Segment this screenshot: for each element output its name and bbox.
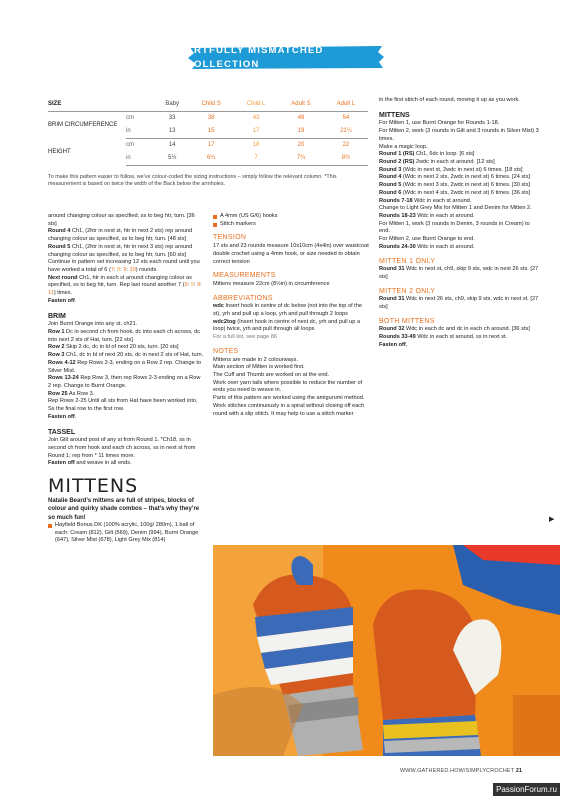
list-item: Stitch markers: [213, 221, 370, 229]
paragraph: around changing colour as specified, ss to beg htr, turn. [36 sts]: [48, 213, 195, 227]
paragraph: Rounds 7-18 Wdc in each st around.: [379, 197, 472, 204]
value-cell: 22: [342, 142, 350, 149]
value-cell: 17: [234, 125, 278, 139]
paragraph: Fasten off.: [48, 413, 77, 420]
section-heading-notes: NOTES: [213, 347, 239, 355]
paragraph: Rounds 33-49 Wdc in each st around, ss in next st.: [379, 334, 508, 341]
size-child-s: Child S: [188, 97, 234, 112]
paragraph: Next round Ch1, htr in each st around changing colour as specified, ss to beg htr, turn. Rep last round another 7 (9: 9: 9: 11) times.: [48, 274, 202, 297]
paragraph: Round 2 (RS) 2wdc in each st around. [12 sts]: [379, 158, 495, 165]
footer-url: WWW.GATHERED.HOW/SIMPLYCROCHET: [400, 768, 515, 774]
value-cell: 33: [168, 115, 176, 122]
paragraph: Join Gilt around post of any st from Round 1. *Ch18, ss in second ch from hook and each ch across, ss in next st from Round 1; rep from * 11 times more.: [48, 437, 196, 459]
size-table: [48, 97, 368, 166]
paragraph: Fasten off.: [48, 297, 77, 304]
continue-arrow-icon: ▶: [549, 516, 555, 523]
paragraph: Round 4 Ch1, (2htr in next st, htr in next 2 sts) rep around changing colour as specified, ss to beg htr, turn. [48 sts]: [48, 228, 193, 243]
paragraph: Row 3 Ch1, dc in bl of next 20 sts, dc in next 2 sts of Hat, turn.: [48, 352, 204, 359]
paragraph: The Cuff and Thumb are worked on at the end.: [213, 371, 330, 378]
paragraph: Join Burnt Orange into any st, ch21.: [48, 321, 138, 328]
column-3: [379, 97, 539, 350]
paragraph: Rounds 18-23 Wdc in each st around.: [379, 213, 475, 219]
paragraph: Round 1 (RS) Ch1, 6dc in loop. [6 sts]: [379, 151, 475, 158]
paragraph: 17 sts and 23 rounds measure 10x10cm (4x4in) over waistcoat double crochet using a 4mm hook, or size needed to obtain correct tension: [213, 243, 369, 265]
paragraph: Round 6 (Wdc in next 4 sts, 2wdc in next st) 6 times. [36 sts]: [379, 189, 531, 196]
value-cell: 5½: [156, 152, 188, 166]
section-heading-tassel: TASSEL: [48, 428, 76, 436]
paragraph: Row 1 Dc in second ch from hook, dc into each ch across, dc into next 2 sts of Hat, turn. [22 sts]: [48, 329, 201, 343]
banner-title: ARTFULLY MISMATCHED COLLECTION: [186, 45, 324, 70]
value-cell: 19: [278, 125, 324, 139]
paragraph: Row 25 As Row 3.: [48, 390, 95, 397]
size-child-l: Child L: [234, 97, 278, 112]
value-cell: 20: [297, 142, 305, 149]
value-cell: 17: [207, 142, 215, 149]
row-label-brim: BRIM CIRCUMFERENCE: [48, 122, 118, 129]
value-cell: 21¼: [324, 125, 368, 139]
paragraph: Rep Rows 2-25 Until all sts from Hat have been worked into.: [48, 398, 198, 405]
paragraph: Round 5 (Wdc in next 3 sts, 2wdc in next st) 6 times. [30 sts]: [379, 182, 531, 189]
paragraph: Round 32 Wdc in each dc and dc in each ch around. [36 sts]: [379, 326, 530, 333]
paragraph: Ss the final row to the first row.: [48, 406, 125, 413]
unit-cell: in: [126, 152, 156, 166]
mittens-intro: Natalie Beard’s mittens are full of stripes, blocks of colour and quirky shade combos – that’s why they’re so much fun!: [48, 498, 200, 521]
size-baby: Baby: [156, 97, 188, 112]
value-cell: 7¾: [278, 152, 324, 166]
size-table-note: To make this pattern easier to follow, we’ve colour-coded the sizing instructions – simply follow the relevant column. *This measurement is based on twice the width of the Back below the armholes.: [48, 174, 337, 188]
paragraph: in the first stitch of each round, moving it up as you work.: [379, 97, 520, 103]
paragraph: For Mitten 2, use Burnt Orange to end.: [379, 236, 475, 243]
row-label-height: HEIGHT: [48, 148, 71, 155]
paragraph: wdc Insert hook in centre of dc below (not into the top of the st), yrh and pull up a loop, yrh and pull through 2 loops: [213, 303, 362, 317]
value-cell: 7: [234, 152, 278, 166]
mittens-title: MITTENS: [48, 475, 139, 498]
value-cell: 8½: [324, 152, 368, 166]
value-cell: 6¾: [188, 152, 234, 166]
value-cell: 48: [297, 115, 305, 122]
section-heading-brim: BRIM: [48, 312, 66, 320]
mittens-photo: [213, 545, 560, 756]
column-2: [213, 213, 370, 418]
section-heading-mitten-2-only: MITTEN 2 ONLY: [379, 287, 436, 295]
section-heading-both-mittens: BOTH MITTENS: [379, 317, 435, 325]
page-footer: [400, 768, 522, 775]
paragraph: Mittens are made in 2 colourways.: [213, 356, 298, 363]
paragraph: Round 5 Ch1, (2htr in next st, htr in next 3 sts) rep around changing colour as specified, ss to beg htr, turn. [60 sts]: [48, 243, 193, 258]
paragraph: Fasten off.: [379, 341, 408, 348]
value-cell: 43: [252, 115, 260, 122]
value-cell: 13: [156, 125, 188, 139]
section-heading-mittens: MITTENS: [379, 111, 410, 119]
paragraph: Rows 13-24 Rep Row 3, then rep Rows 2-3 ending on a Row 2 rep. Change to Burnt Orange.: [48, 375, 201, 390]
section-heading-abbreviations: ABBREVIATIONS: [213, 294, 273, 302]
section-heading-mitten-1-only: MITTEN 1 ONLY: [379, 257, 436, 265]
paragraph: Main section of Mitten is worked first.: [213, 364, 305, 371]
unit-cell: in: [126, 125, 156, 139]
paragraph: For a full list, see page 86: [213, 334, 278, 341]
list-item: Hayfield Bonus DK (100% acrylic, 100g/ 280m), 1 ball of each: Cream (812), Gilt (569), Denim (994), Burnt Orange (647), Silver Mist (678), Light Grey Mix (814): [48, 522, 204, 545]
paragraph: Make a magic loop.: [379, 143, 428, 150]
value-cell: 38: [207, 115, 215, 122]
paragraph: Work over yarn tails where possible to reduce the number of ends you need to weave in.: [213, 379, 363, 394]
watermark: PassionForum.ru: [493, 783, 560, 796]
table-row: [48, 112, 368, 126]
paragraph: For Mitten 2, work (3 rounds in Gilt and 3 rounds in Silver Mist) 3 times.: [379, 128, 539, 142]
value-cell: 14: [168, 142, 176, 149]
paragraph: For Mitten 1, work (3 rounds in Denim, 3 rounds in Cream) to end.: [379, 220, 530, 235]
paragraph: Rounds 24-30 Wdc in each st around.: [379, 243, 475, 250]
paragraph: Row 2 Skip 2 dc, dc in bl of next 20 sts, turn. [20 sts]: [48, 344, 179, 351]
paragraph: Round 31 Wdc in next 26 sts, ch9, skip 9 sts, wdc in next st. [27 sts]: [379, 296, 539, 311]
section-heading-tension: TENSION: [213, 234, 247, 242]
column-1: [48, 213, 204, 545]
list-item: A 4mm (US G/6) hooks: [213, 213, 370, 221]
size-adult-l: Adult L: [324, 97, 368, 112]
section-heading-measurements: MEASUREMENTS: [213, 272, 276, 280]
paragraph: Continue in pattern set increasing 12 sts each round until you have worked a total of 6 (7: 8: 9: 10) rounds.: [48, 259, 200, 274]
paragraph: For Mitten 1, use Burnt Orange for Rounds 1-18.: [379, 120, 500, 127]
value-cell: 54: [342, 115, 350, 122]
value-cell: 18: [252, 142, 260, 149]
paragraph: Round 4 (Wdc in next 2 sts, 2wdc in next st) 6 times. [24 sts]: [379, 174, 531, 181]
paragraph: Round 3 (Wdc in next st, 2wdc in next st) 6 times. [18 sts]: [379, 166, 523, 173]
paragraph: Fasten off and weave in all ends.: [48, 460, 132, 467]
paragraph: Parts of this pattern are worked using the amigurumi method. Work stitches continuously in a spiral without closing off each round with a slip stitch. It may help to use a stitch marker: [213, 395, 365, 417]
paragraph: wdc2tog (Insert hook in centre of next dc, yrh and pull up a loop) twice, yrh and pull through all loops: [213, 318, 361, 333]
page-number: 21: [515, 768, 523, 774]
table-row: [48, 139, 368, 153]
bullet-square-icon: [48, 524, 52, 528]
paragraph: Round 31 Wdc in next st, ch9, skip 9 sts, wdc in next 26 sts. [27 sts]: [379, 266, 539, 280]
paragraph: Mittens measure 22cm (8½in) in circumference: [213, 280, 330, 287]
mittens-illustration: [213, 545, 560, 756]
unit-cell: cm: [126, 142, 134, 149]
value-cell: 15: [188, 125, 234, 139]
unit-cell: cm: [126, 115, 134, 122]
collection-banner: [186, 44, 386, 71]
size-adult-s: Adult S: [278, 97, 324, 112]
bullet-square-icon: [213, 215, 217, 219]
bullet-square-icon: [213, 223, 217, 227]
paragraph: Rows 4-12 Rep Rows 2-3, ending on a Row 2 rep. Change to Silver Mist.: [48, 359, 201, 374]
paragraph: Change to Light Grey Mix for Mitten 1 and Denim for Mitten 2.: [379, 205, 532, 212]
size-header-label: SIZE: [48, 97, 126, 112]
